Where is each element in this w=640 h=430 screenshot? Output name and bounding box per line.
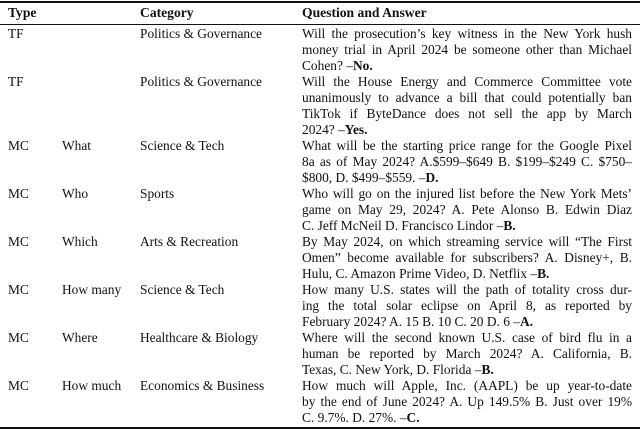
question-text: Hulu, C. Amazon Prime Video, D. Netflix – [302, 266, 538, 281]
question-text: 8a as of May 2024? A.$599–$649 B. $199–$249 C. $750– [302, 154, 632, 169]
answer: A. [519, 314, 533, 329]
subtype-cell: Who [62, 186, 89, 201]
subtype-cell: Where [62, 330, 98, 345]
answer: B. [481, 362, 494, 377]
question-line [302, 202, 632, 218]
header-category: Category [140, 5, 194, 20]
question-text: game on May 29, 2024? A. Pete Alonso B. Edwin Diaz [302, 202, 632, 217]
question-line [302, 154, 632, 170]
header-type: Type [8, 5, 37, 20]
header-rule [0, 24, 640, 25]
question-text: ing the total solar eclipse on April 8, as reported by [302, 298, 632, 313]
question-line [302, 58, 632, 74]
question-line [302, 282, 632, 298]
question-line [302, 330, 632, 346]
category-cell: Politics & Governance [140, 26, 262, 41]
category-cell: Science & Tech [140, 282, 225, 297]
question-line [302, 218, 632, 234]
type-cell: TF [8, 26, 24, 41]
answer: B. [503, 218, 516, 233]
question-answer-cell [302, 234, 632, 282]
question-text: What will be the starting price range for the Google Pixel [302, 138, 632, 153]
type-cell: MC [8, 378, 29, 393]
question-text: TikTok if ByteDance does not sell the app by March [302, 106, 632, 121]
question-answer-cell [302, 330, 632, 378]
answer: D. [425, 170, 439, 185]
table-row [0, 186, 640, 234]
question-line [302, 106, 632, 122]
question-text: C. 9.7%. D. 27%. – [302, 410, 407, 425]
category-cell: Arts & Recreation [140, 234, 239, 249]
table-row [0, 74, 640, 138]
table-row [0, 234, 640, 282]
type-cell: TF [8, 74, 24, 89]
table-row [0, 330, 640, 378]
question-line [302, 26, 632, 42]
question-line [302, 314, 632, 330]
type-cell: MC [8, 330, 29, 345]
question-text: February 2024? A. 15 B. 10 C. 20 D. 6 – [302, 314, 520, 329]
question-text: By May 2024, on which streaming service will “The First [302, 234, 632, 249]
bottom-rule [0, 427, 640, 429]
answer: No. [352, 58, 373, 73]
table-row [0, 26, 640, 74]
answer: C. [406, 410, 420, 425]
subtype-cell: How many [62, 282, 122, 297]
question-line [302, 394, 632, 410]
question-line [302, 138, 632, 154]
question-text: by the end of June 2024? A. Up 149.5% B. Just over 19% [302, 394, 632, 409]
answer: B. [537, 266, 550, 281]
question-text: Cohen? – [302, 58, 353, 73]
question-text: 2024? – [302, 122, 345, 137]
question-text: How much will Apple, Inc. (AAPL) be up year-to-date [302, 378, 632, 393]
question-line [302, 378, 632, 394]
category-cell: Healthcare & Biology [140, 330, 259, 345]
question-line [302, 266, 632, 282]
question-line [302, 362, 632, 378]
category-cell: Economics & Business [140, 378, 265, 393]
questions-table [0, 26, 640, 426]
question-line [302, 170, 632, 186]
subtype-cell: What [62, 138, 91, 153]
question-text: unanimously to advance a bill that could potentially ban [302, 90, 632, 105]
category-cell: Science & Tech [140, 138, 225, 153]
type-cell: MC [8, 234, 29, 249]
question-answer-cell [302, 282, 632, 330]
subtype-cell: How much [62, 378, 122, 393]
question-text: human be reported by March 2024? A. California, B. [302, 346, 632, 361]
table-row [0, 282, 640, 330]
question-text: $800, D. $499–$559. – [302, 170, 426, 185]
table-row [0, 378, 640, 426]
question-text: Texas, C. New York, D. Florida – [302, 362, 482, 377]
question-line [302, 298, 632, 314]
answer: Yes. [344, 122, 368, 137]
question-text: C. Jeff McNeil D. Francisco Lindor – [302, 218, 504, 233]
question-line [302, 410, 632, 426]
question-answer-cell [302, 74, 632, 138]
question-text: Where will the second known U.S. case of bird flu in a [302, 330, 632, 345]
question-text: Will the prosecution’s key witness in the New York hush [302, 26, 632, 41]
question-line [302, 346, 632, 362]
question-text: Who will go on the injured list before the New York Mets’ [302, 186, 632, 201]
question-text: Will the House Energy and Commerce Committee vote [302, 74, 632, 89]
header-question-answer: Question and Answer [302, 5, 427, 20]
category-cell: Sports [140, 186, 175, 201]
table-row [0, 138, 640, 186]
type-cell: MC [8, 282, 29, 297]
category-cell: Politics & Governance [140, 74, 262, 89]
question-line [302, 186, 632, 202]
type-cell: MC [8, 138, 29, 153]
question-line [302, 234, 632, 250]
question-answer-cell [302, 378, 632, 426]
question-line [302, 42, 632, 58]
question-text: How many U.S. states will the path of totality cross dur- [302, 282, 632, 297]
subtype-cell: Which [62, 234, 98, 249]
question-line [302, 250, 632, 266]
question-answer-cell [302, 26, 632, 74]
question-line [302, 74, 632, 90]
question-answer-cell [302, 186, 632, 234]
question-line [302, 90, 632, 106]
question-answer-cell [302, 138, 632, 186]
question-text: money trial in April 2024 be someone other than Michael [302, 42, 632, 57]
question-line [302, 122, 632, 138]
type-cell: MC [8, 186, 29, 201]
question-text: Omen” become available for subscribers? A. Disney+, B. [302, 250, 632, 265]
